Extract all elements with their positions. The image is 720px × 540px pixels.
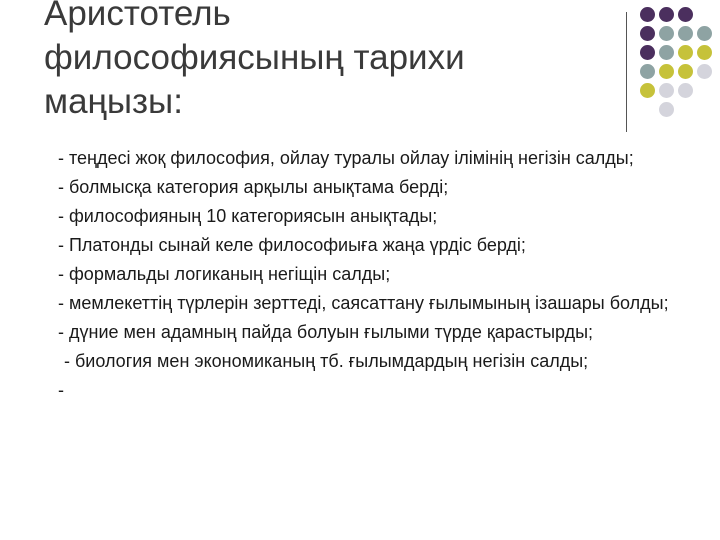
decorative-dot (640, 83, 655, 98)
slide-title (44, 0, 604, 124)
decorative-dot (678, 26, 693, 41)
list-item: - биология мен экономиканың тб. ғылымдардың негізін салды; (64, 351, 589, 371)
decorative-dot (678, 83, 693, 98)
decorative-dot (640, 64, 655, 79)
list-item: - теңдесі жоқ философия, ойлау туралы ойлау ілімінің негізін салды; (58, 148, 634, 168)
decorative-dot (659, 45, 674, 60)
decorative-dot (678, 45, 693, 60)
decorative-dot (697, 64, 712, 79)
list-item: - мемлекеттің түрлерін зерттеді, саясаттану ғылымының ізашары болды; (58, 293, 669, 313)
decorative-dot (678, 64, 693, 79)
decorative-dot (640, 45, 655, 60)
decorative-dot (659, 102, 674, 117)
list-item: - дүние мен адамның пайда болуын ғылыми түрде қарастырды; (58, 322, 594, 342)
list-item: - философияның 10 категориясын анықтады; (58, 206, 438, 226)
title-line-2: философиясының тарихи (44, 38, 465, 77)
title-line-1: Аристотель (44, 0, 231, 33)
content-list (44, 146, 694, 407)
decorative-dot (678, 7, 693, 22)
decorative-dot (697, 45, 712, 60)
decorative-dot (659, 26, 674, 41)
decorative-dot (697, 26, 712, 41)
decorative-dot (640, 26, 655, 41)
title-line-3: маңызы: (44, 82, 183, 121)
decorative-dot (659, 83, 674, 98)
vertical-divider (626, 12, 627, 132)
decorative-dot (659, 64, 674, 79)
list-item: - Платонды сынай келе философиыға жаңа үрдіс берді; (58, 235, 526, 255)
list-item: - болмысқа категория арқылы анықтама берді; (58, 177, 449, 197)
decorative-dot-grid (640, 7, 720, 127)
decorative-dot (659, 7, 674, 22)
decorative-dot (640, 7, 655, 22)
list-item: - формальды логиканың негіщін салды; (58, 264, 391, 284)
list-item: - (58, 380, 64, 400)
